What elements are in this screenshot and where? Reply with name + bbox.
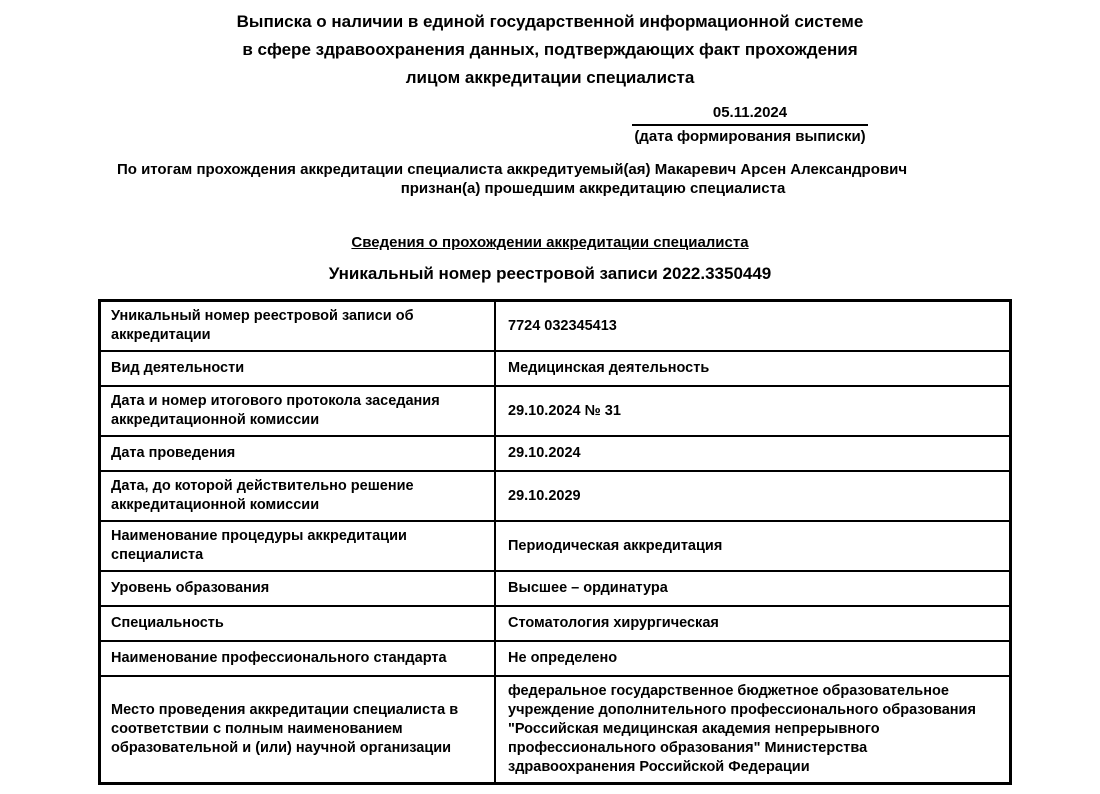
row-label-cell: Уровень образования	[100, 571, 496, 606]
issue-date-block	[632, 104, 868, 145]
issue-date-caption: (дата формирования выписки)	[634, 128, 866, 145]
table-row	[100, 386, 1011, 436]
table-row	[100, 521, 1011, 571]
row-label-cell: Дата проведения	[100, 436, 496, 471]
accreditation-table	[98, 299, 1012, 785]
row-label-cell: Наименование профессионального стандарта	[100, 641, 496, 676]
table-row	[100, 571, 1011, 606]
row-value-cell: Не определено	[495, 641, 1011, 676]
row-value-cell: 29.10.2029	[495, 471, 1011, 521]
table-row	[100, 471, 1011, 521]
row-value-cell: 29.10.2024	[495, 436, 1011, 471]
row-label-cell: Дата, до которой действительно решение аккредитационной комиссии	[100, 471, 496, 521]
statement-line-1: По итогам прохождения аккредитации специалиста аккредитуемый(ая) Макаревич Арсен Александрович	[116, 161, 908, 178]
row-value-cell: 29.10.2024 № 31	[495, 386, 1011, 436]
row-value-cell: Периодическая аккредитация	[495, 521, 1011, 571]
table-row	[100, 641, 1011, 676]
row-value-cell: федеральное государственное бюджетное образовательное учреждение дополнительного профессионального образования "Российская медицинская академия непрерывного профессионального образования" Министерства здравоохранения Российской Федерации	[495, 676, 1011, 784]
table-row	[100, 436, 1011, 471]
issue-date-value: 05.11.2024	[632, 104, 868, 126]
document-title: Выписка о наличии в единой государственной информационной системе в сфере здравоохранения данных, подтверждающих факт прохождения лицом аккредитации специалиста	[236, 12, 864, 87]
registry-number-heading: Уникальный номер реестровой записи 2022.3350449	[328, 264, 772, 283]
row-value-cell: Медицинская деятельность	[495, 351, 1011, 386]
row-value-cell: 7724 032345413	[495, 301, 1011, 352]
table-row	[100, 606, 1011, 641]
accreditation-table-body	[100, 301, 1011, 784]
section-heading: Сведения о прохождении аккредитации специалиста	[351, 234, 749, 251]
row-label-cell: Вид деятельности	[100, 351, 496, 386]
row-label-cell: Место проведения аккредитации специалиста в соответствии с полным наименованием образовательной и (или) научной организации	[100, 676, 496, 784]
statement-line-2: признан(а) прошедшим аккредитацию специалиста	[400, 180, 786, 197]
row-value-cell: Высшее – ординатура	[495, 571, 1011, 606]
row-label-cell: Наименование процедуры аккредитации специалиста	[100, 521, 496, 571]
row-value-cell: Стоматология хирургическая	[495, 606, 1011, 641]
row-label-cell: Уникальный номер реестровой записи об аккредитации	[100, 301, 496, 352]
table-row	[100, 301, 1011, 352]
accreditation-statement	[0, 160, 1100, 198]
table-row	[100, 676, 1011, 784]
row-label-cell: Специальность	[100, 606, 496, 641]
table-row	[100, 351, 1011, 386]
row-label-cell: Дата и номер итогового протокола заседания аккредитационной комиссии	[100, 386, 496, 436]
